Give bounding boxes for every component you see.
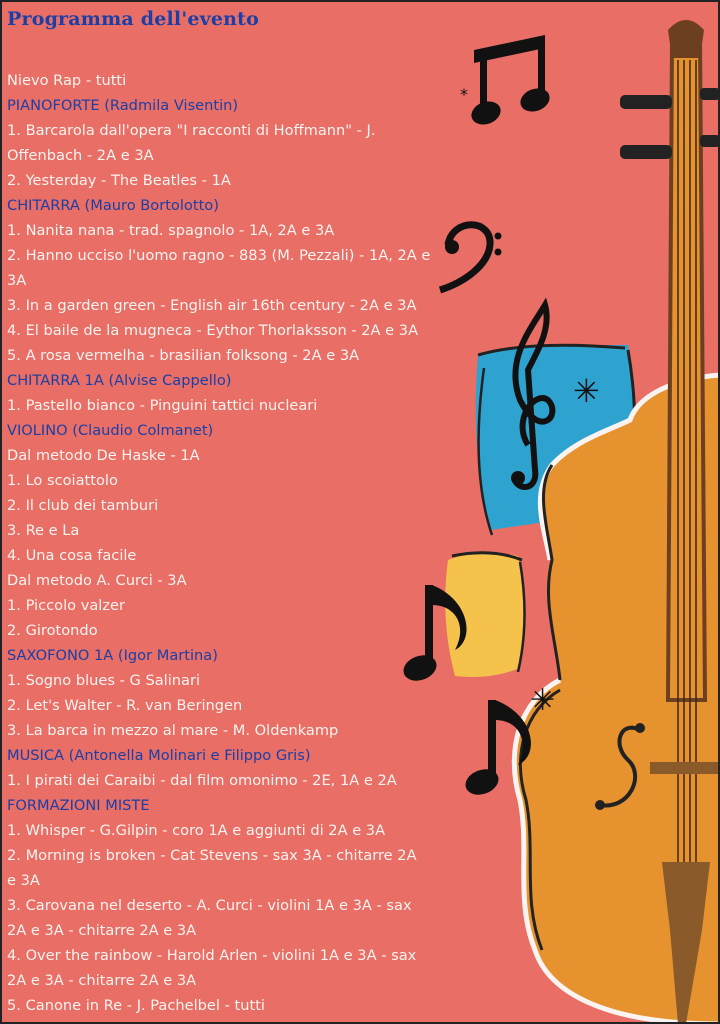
program-item: Offenbach - 2A e 3A — [7, 147, 154, 164]
program-item: 2A e 3A - chitarre 2A e 3A — [7, 972, 197, 989]
program-item: 1. Sogno blues - G Salinari — [7, 672, 201, 689]
sparkle-icon: ✳ — [530, 683, 556, 718]
program-item: 5. Canone in Re - J. Pachelbel - tutti — [7, 997, 265, 1014]
program-item: Dal metodo De Haske - 1A — [7, 447, 200, 464]
program-item: 1. Lo scoiattolo — [7, 472, 118, 489]
program-item: 4. Una cosa facile — [7, 547, 137, 564]
svg-text:*: * — [460, 85, 468, 104]
program-item: 5. A rosa vermelha - brasilian folksong - 2A e 3A — [7, 347, 360, 364]
program-list — [7, 68, 447, 1018]
program-item: 1. Piccolo valzer — [7, 597, 125, 614]
program-item: 1. Whisper - G.Gilpin - coro 1A e aggiunti di 2A e 3A — [7, 822, 386, 839]
sparkle-icon: ✳ — [573, 372, 600, 410]
program-item: 1. Pastello bianco - Pinguini tattici nucleari — [7, 397, 318, 414]
program-item: 3. Carovana nel deserto - A. Curci - violini 1A e 3A - sax — [7, 897, 412, 914]
program-item: 2. Girotondo — [7, 622, 98, 639]
program-item: 3. La barca in mezzo al mare - M. Oldenkamp — [7, 722, 339, 739]
program-item: 2. Yesterday - The Beatles - 1A — [7, 172, 231, 189]
program-item: 2. Il club dei tamburi — [7, 497, 159, 514]
section-heading: CHITARRA (Mauro Bortolotto) — [7, 197, 219, 214]
program-item: 4. El baile de la mugneca - Eythor Thorlaksson - 2A e 3A — [7, 322, 419, 339]
program-item: e 3A — [7, 872, 40, 889]
program-item: Nievo Rap - tutti — [7, 72, 127, 89]
section-heading: PIANOFORTE (Radmila Visentin) — [7, 97, 239, 114]
program-item: 2. Hanno ucciso l'uomo ragno - 883 (M. Pezzali) - 1A, 2A e — [7, 247, 431, 264]
section-heading: CHITARRA 1A (Alvise Cappello) — [7, 372, 232, 389]
section-heading: VIOLINO (Claudio Colmanet) — [7, 422, 214, 439]
section-heading: MUSICA (Antonella Molinari e Filippo Gris) — [7, 747, 311, 764]
section-heading: SAXOFONO 1A (Igor Martina) — [7, 647, 218, 664]
program-item: 1. I pirati dei Caraibi - dal film omonimo - 2E, 1A e 2A — [7, 772, 397, 789]
program-item: 2. Let's Walter - R. van Beringen — [7, 697, 243, 714]
program-item: Dal metodo A. Curci - 3A — [7, 572, 187, 589]
program-item: 3. In a garden green - English air 16th century - 2A e 3A — [7, 297, 417, 314]
program-item: 2. Morning is broken - Cat Stevens - sax 3A - chitarre 2A — [7, 847, 417, 864]
program-item: 3A — [7, 272, 27, 289]
page-title: Programma dell'evento — [7, 8, 260, 30]
program-item: 2A e 3A - chitarre 2A e 3A — [7, 922, 197, 939]
program-item: 1. Nanita nana - trad. spagnolo - 1A, 2A e 3A — [7, 222, 335, 239]
section-heading: FORMAZIONI MISTE — [7, 797, 150, 814]
program-item: 3. Re e La — [7, 522, 80, 539]
program-item: 4. Over the rainbow - Harold Arlen - violini 1A e 3A - sax — [7, 947, 417, 964]
program-item: 1. Barcarola dall'opera "I racconti di Hoffmann" - J. — [7, 122, 376, 139]
